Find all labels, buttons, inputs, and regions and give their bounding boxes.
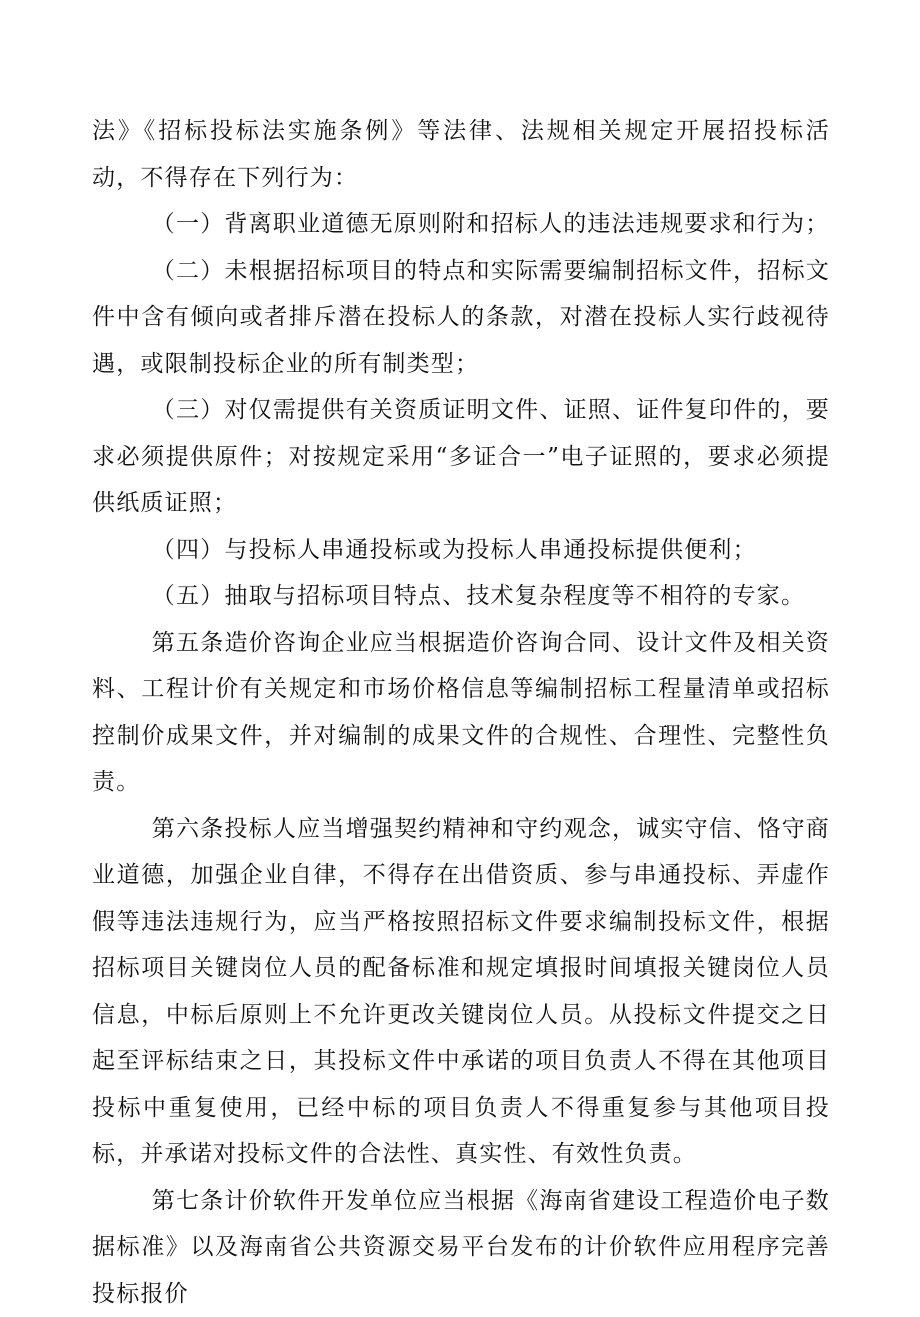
paragraph-item-2: （二）未根据招标项目的特点和实际需要编制招标文件，招标文件中含有倾向或者排斥潜在投标人的条款，对潜在投标人实行歧视待遇，或限制投标企业的所有制类型； (92, 248, 830, 388)
paragraph-item-4: （四）与投标人串通投标或为投标人串通投标提供便利； (92, 527, 830, 574)
paragraph-article-7: 第七条计价软件开发单位应当根据《海南省建设工程造价电子数据标准》以及海南省公共资源交易平台发布的计价软件应用程序完善投标报价 (92, 1178, 830, 1317)
paragraph-item-3: （三）对仅需提供有关资质证明文件、证照、证件复印件的，要求必须提供原件；对按规定采用“多证合一”电子证照的，要求必须提供纸质证照； (92, 387, 830, 527)
paragraph-item-5: （五）抽取与招标项目特点、技术复杂程度等不相符的专家。 (92, 573, 830, 620)
paragraph-article-6: 第六条投标人应当增强契约精神和守约观念，诚实守信、恪守商业道德，加强企业自律，不得存在出借资质、参与串通投标、弄虚作假等违法违规行为，应当严格按照招标文件要求编制投标文件，根据招标项目关键岗位人员的配备标准和规定填报时间填报关键岗位人员信息，中标后原则上不允许更改关键岗位人员。从投标文件提交之日起至评标结束之日，其投标文件中承诺的项目负责人不得在其他项目投标中重复使用，已经中标的项目负责人不得重复参与其他项目投标，并承诺对投标文件的合法性、真实性、有效性负责。 (92, 806, 830, 1178)
paragraph-article-5: 第五条造价咨询企业应当根据造价咨询合同、设计文件及相关资料、工程计价有关规定和市场价格信息等编制招标工程量清单或招标控制价成果文件，并对编制的成果文件的合规性、合理性、完整性负责。 (92, 620, 830, 806)
document-body (92, 108, 830, 1317)
paragraph-item-1: （一）背离职业道德无原则附和招标人的违法违规要求和行为； (92, 201, 830, 248)
paragraph-continuation: 法》《招标投标法实施条例》等法律、法规相关规定开展招投标活动，不得存在下列行为： (92, 108, 830, 201)
